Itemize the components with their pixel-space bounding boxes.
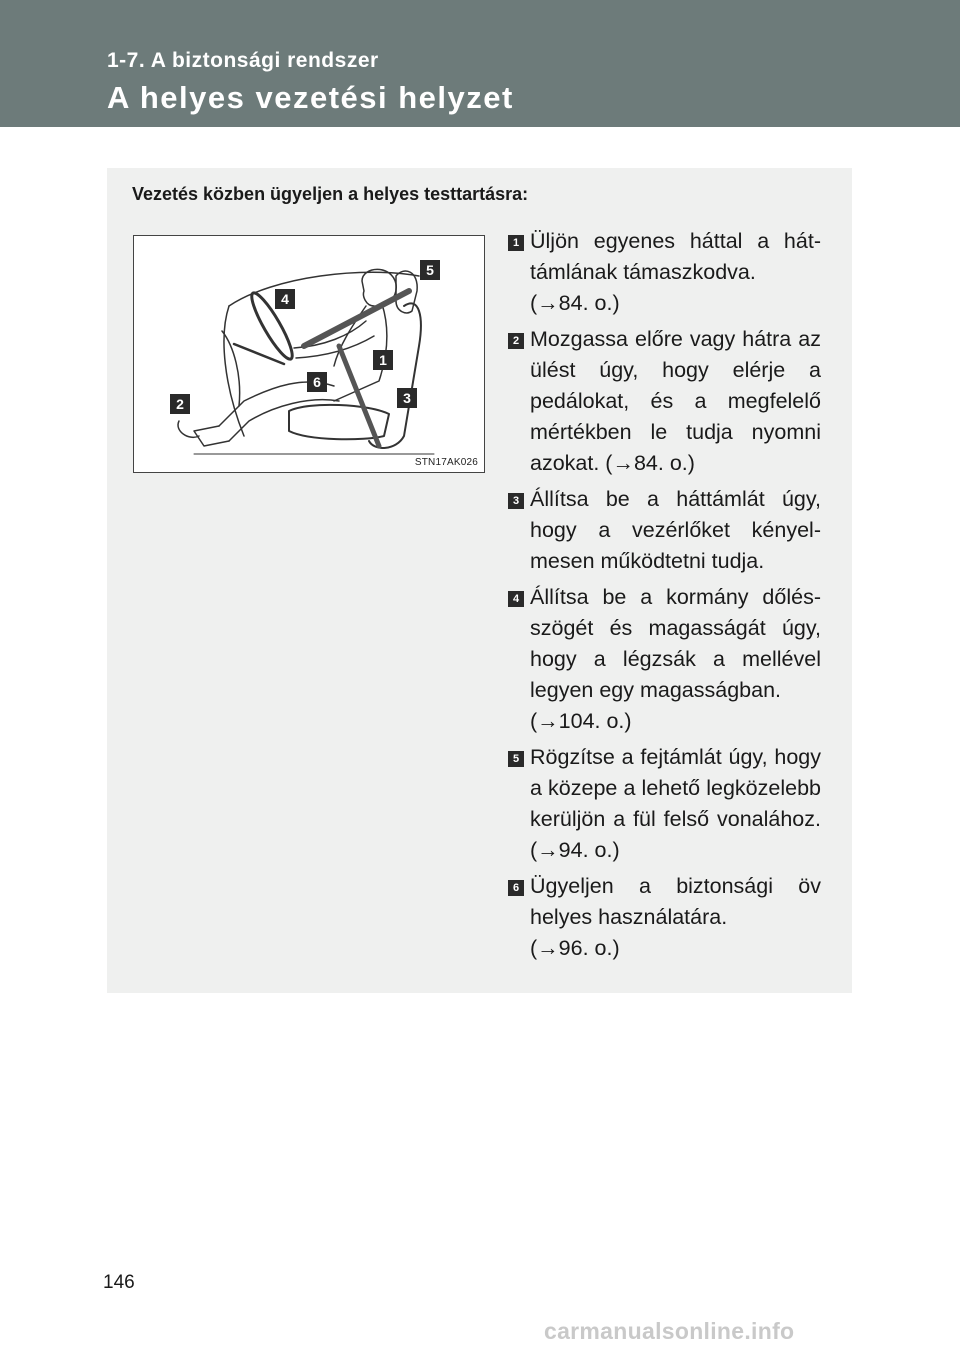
- intro-text: Vezetés közben ügyeljen a helyes testtartásra:: [132, 184, 529, 204]
- figure-code: STN17AK026: [414, 457, 478, 468]
- item-reference: (→84. o.): [530, 291, 620, 315]
- list-item: [508, 742, 821, 866]
- list-item: [508, 226, 821, 319]
- callout-4: 4: [275, 289, 295, 309]
- item-text: Állítsa be a kormány dőlésszögét és magasságát úgy, hogy a légzsák a mellével legyen egy magasságban.: [530, 585, 821, 702]
- item-number: 6: [508, 880, 524, 896]
- item-text: Állítsa be a háttámlát úgy, hogy a vezérlőket kényelmesen működtetni tudja.: [530, 487, 821, 573]
- list-item: [508, 484, 821, 577]
- callout-5: 5: [420, 260, 440, 280]
- page-title: A helyes vezetési helyzet: [107, 80, 514, 115]
- item-text: Üljön egyenes háttal a háttámlának támaszkodva.: [530, 229, 821, 284]
- callout-2: 2: [170, 394, 190, 414]
- callout-6: 6: [307, 372, 327, 392]
- item-reference: (→96. o.): [530, 936, 620, 960]
- callout-3: 3: [397, 388, 417, 408]
- item-text: Rögzítse a fejtámlát úgy, hogy a közepe a lehető legközelebb kerüljön a fül felső vonalához. (→94. o.): [530, 745, 821, 862]
- page-number: 146: [103, 1272, 135, 1293]
- item-text: Mozgassa előre vagy hátra az ülést úgy, hogy elérje a pedálokat, és a megfelelő mértékben le tudja nyomni azokat. (→84. o.): [530, 327, 821, 475]
- item-number: 2: [508, 333, 524, 349]
- item-text: Ügyeljen a biztonsági öv helyes használatára.: [530, 874, 821, 929]
- steps-list: [508, 226, 821, 969]
- section-label: 1-7. A biztonsági rendszer: [107, 49, 379, 72]
- list-item: [508, 871, 821, 964]
- item-number: 3: [508, 493, 524, 509]
- list-item: [508, 582, 821, 737]
- item-number: 5: [508, 751, 524, 767]
- item-reference: (→104. o.): [530, 709, 632, 733]
- list-item: [508, 324, 821, 479]
- watermark[interactable]: carmanualsonline.info: [544, 1318, 795, 1344]
- callout-1: 1: [373, 350, 393, 370]
- chapter-header: [0, 0, 960, 127]
- driving-position-illustration: [133, 235, 485, 473]
- item-number: 4: [508, 591, 524, 607]
- item-number: 1: [508, 235, 524, 251]
